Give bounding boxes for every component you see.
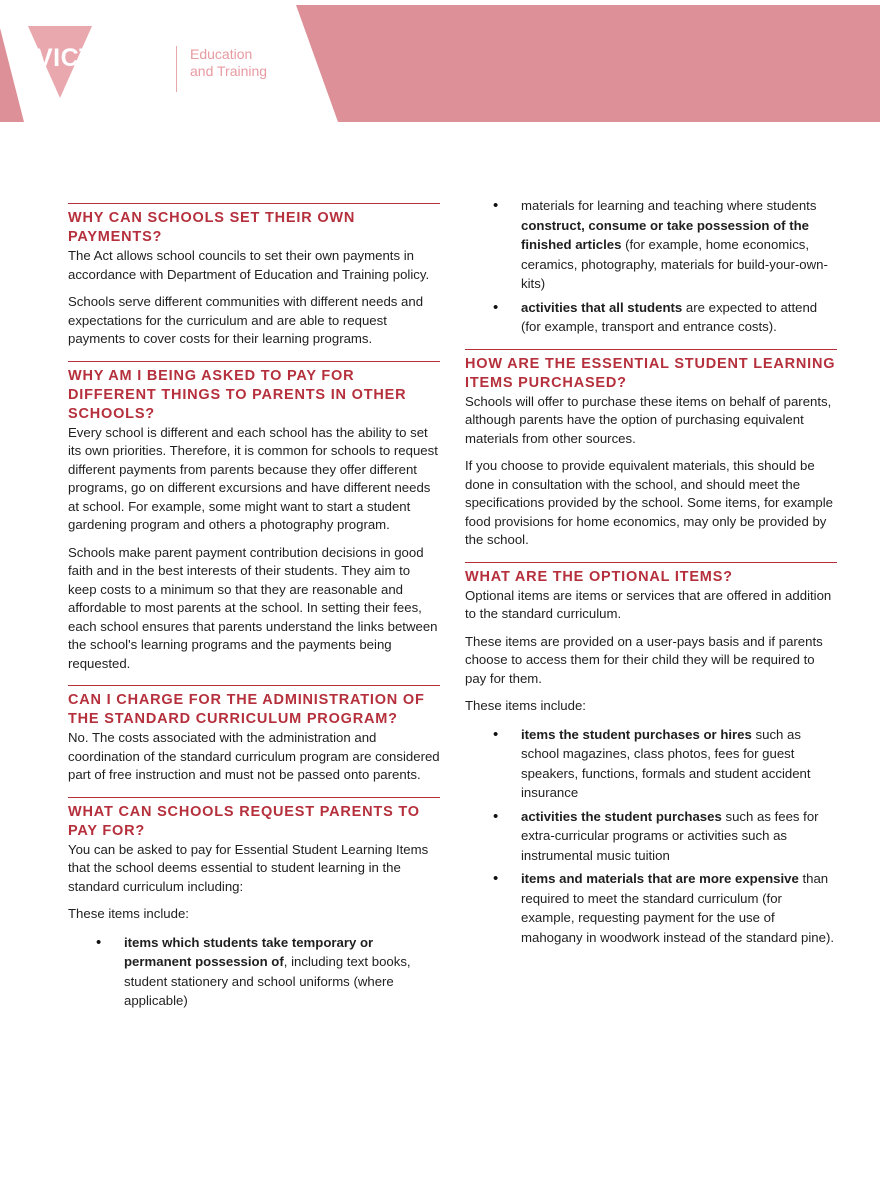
header-banner <box>0 0 880 125</box>
bullet-list <box>465 725 837 948</box>
section-heading: WHAT CAN SCHOOLS REQUEST PARENTS TO PAY FOR? <box>68 803 420 839</box>
paragraph: Schools serve different communities with different needs and expectations for the curriculum and are able to request payments to cover costs for their learning programs. <box>68 294 424 346</box>
dept-line1: Education <box>190 46 253 62</box>
paragraph: These items include: <box>68 906 189 921</box>
department-name <box>190 46 267 80</box>
section-heading: WHY AM I BEING ASKED TO PAY FOR DIFFERENT THINGS TO PARENTS IN OTHER SCHOOLS? <box>68 367 407 422</box>
paragraph: You can be asked to pay for Essential Student Learning Items that the school deems essential to student learning in the standard curriculum including: <box>68 841 429 894</box>
list-item <box>465 298 837 337</box>
section-what-can-request <box>68 797 440 1011</box>
state-government-label <box>105 72 166 96</box>
right-column <box>465 196 837 959</box>
list-item <box>465 725 837 803</box>
paragraph: Every school is different and each school has the ability to set its own priorities. Therefore, it is common for schools to request different payments from parents because they offer different programs, go on different excursions and have different needs at school. For example, some might want to start a student gardening program and others a photography program. <box>68 424 438 532</box>
item-text: such as school magazines, class photos, fees for guest speakers, functions, formals and student accident insurance <box>521 726 811 800</box>
paragraph: These items are provided on a user-pays basis and if parents choose to access them for their child they will be required to pay for them. <box>465 633 823 686</box>
section-heading: CAN I CHARGE FOR THE ADMINISTRATION OF THE STANDARD CURRICULUM PROGRAM? <box>68 692 425 727</box>
bold-text: items which students take temporary or permanent possession of <box>124 934 374 969</box>
item-text: materials for learning and teaching where students <box>521 198 817 213</box>
section-how-purchased <box>465 349 837 550</box>
section-admin-charge <box>68 685 440 785</box>
dept-line2: and Training <box>190 63 268 79</box>
victoria-logo-word: VICTORIA <box>36 44 159 72</box>
item-text: than required to meet the standard curriculum (for example, requesting payment for the use of mahogany in woodwork instead of the standard pine). <box>521 871 835 945</box>
section-why-set-payments <box>68 203 440 349</box>
item-text: (for example, home economics, ceramics, photography, materials for build-your-own-kits) <box>521 237 828 291</box>
paragraph: Schools will offer to purchase these items on behalf of parents, although parents have the option of purchasing equivalent materials from other sources. <box>465 393 832 446</box>
bold-text: items and materials that are more expensive <box>521 871 799 886</box>
list-item <box>465 807 837 866</box>
item-text: such as fees for extra-curricular programs or activities such as instrumental music tuition <box>521 808 819 863</box>
bold-text: items the student purchases or hires <box>521 726 752 742</box>
logo-divider <box>176 46 177 92</box>
section-heading: WHY CAN SCHOOLS SET THEIR OWN PAYMENTS? <box>68 210 356 245</box>
list-item <box>68 933 440 1011</box>
section-optional-items <box>465 562 837 948</box>
logo-sub-line2: Government <box>105 84 166 96</box>
bullet-list <box>465 196 837 337</box>
paragraph: The Act allows school councils to set their own payments in accordance with Department of Education and Training policy. <box>68 248 430 282</box>
item-text: are expected to attend (for example, transport and entrance costs). <box>521 299 818 334</box>
section-heading: WHAT ARE THE OPTIONAL ITEMS? <box>465 568 733 585</box>
bold-text: activities the student purchases <box>521 808 722 824</box>
right-banner-shape <box>296 5 880 122</box>
left-column <box>68 203 440 1023</box>
section-continued-bullets <box>465 196 837 337</box>
list-item <box>465 196 837 294</box>
bullet-list <box>68 933 440 1011</box>
paragraph: Optional items are items or services that are offered in addition to the standard curriculum. <box>465 587 832 621</box>
paragraph: No. The costs associated with the administration and coordination of the standard curriculum program are considered part of free instruction and must not be passed onto parents. <box>68 730 440 782</box>
left-accent-shape <box>0 28 24 122</box>
item-text: , including text books, student stationery and school uniforms (where applicable) <box>124 954 411 1008</box>
bold-text: construct, consume or take possession of the finished articles <box>521 217 809 252</box>
bold-text: activities that all students <box>521 299 683 315</box>
section-why-different-things <box>68 361 440 674</box>
logo-sub-line1: State <box>105 72 131 84</box>
paragraph: These items include: <box>465 698 586 713</box>
paragraph: Schools make parent payment contribution decisions in good faith and in the best interests of their students. They aim to keep costs to a minimum so that they are reasonable and affordable to most parents at the school. In setting their fees, each school ensures that parents understand the links between the school's learning programs and the payments being requested. <box>68 544 438 671</box>
section-heading: HOW ARE THE ESSENTIAL STUDENT LEARNING ITEMS PURCHASED? <box>465 355 836 391</box>
paragraph: If you choose to provide equivalent materials, this should be done in consultation with the school, and should meet the specifications provided by the school. Some items, for example food provisions for home economics, may only be provided by the school. <box>465 458 833 547</box>
list-item <box>465 869 837 947</box>
